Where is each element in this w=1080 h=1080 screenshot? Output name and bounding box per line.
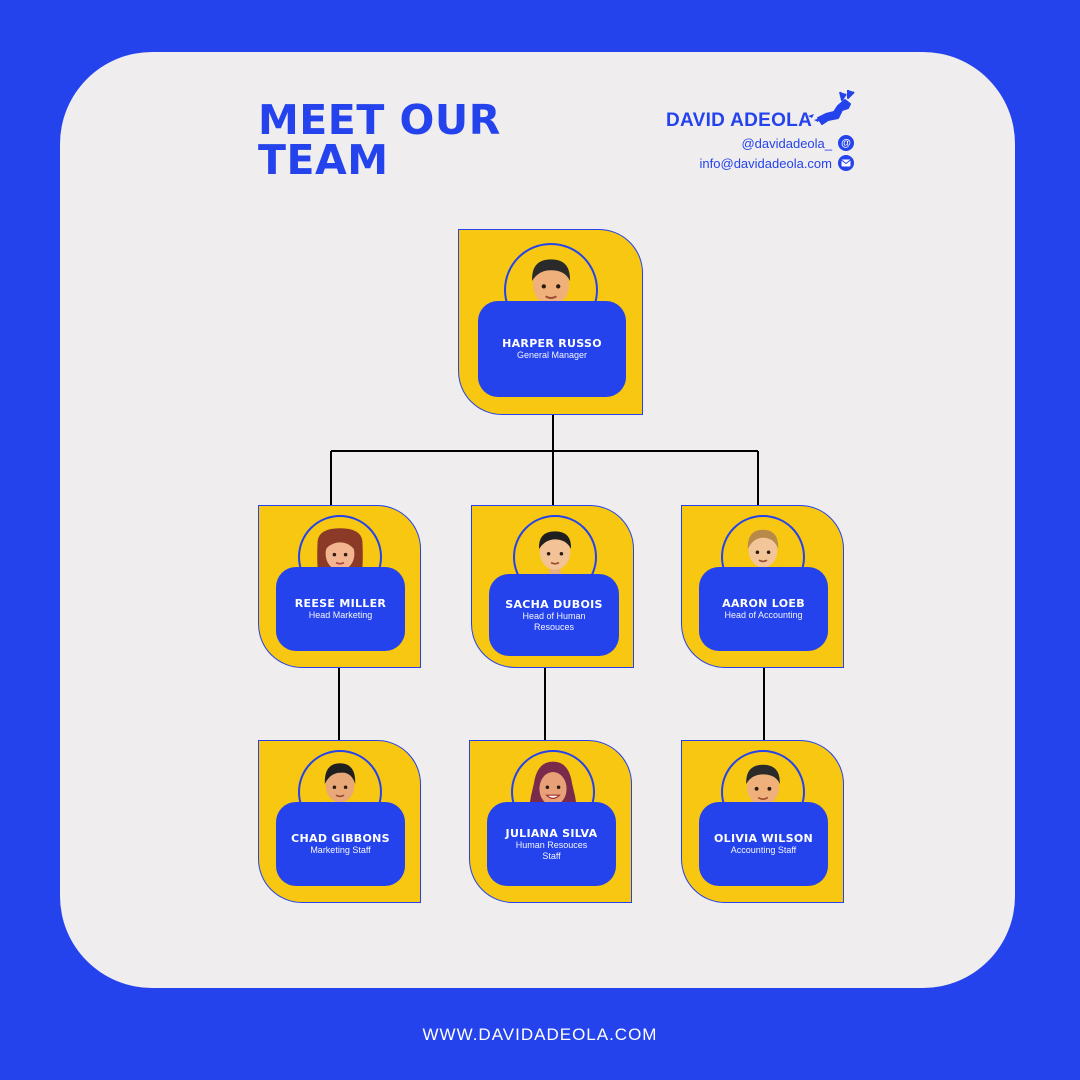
title-line-1: MEET OUR bbox=[258, 96, 501, 144]
label-head-accounting bbox=[699, 567, 828, 651]
email-text[interactable]: info@davidadeola.com bbox=[699, 155, 832, 171]
card-head-accounting bbox=[681, 505, 844, 668]
member-name: AARON LOEB bbox=[722, 597, 805, 610]
label-head-marketing bbox=[276, 567, 405, 651]
footer-website-link[interactable]: WWW.DAVIDADEOLA.COM bbox=[422, 1025, 658, 1044]
member-name: OLIVIA WILSON bbox=[713, 832, 814, 845]
label-accounting-staff bbox=[699, 802, 828, 886]
handle-text[interactable]: @davidadeola_ bbox=[741, 135, 832, 151]
member-role: General Manager bbox=[516, 350, 588, 360]
member-name: JULIANA SILVA bbox=[505, 826, 598, 840]
card-marketing-staff bbox=[258, 740, 421, 903]
member-role: Human Resouces Staff bbox=[515, 839, 588, 861]
card-accounting-staff bbox=[681, 740, 844, 903]
member-name: REESE MILLER bbox=[294, 597, 387, 610]
brand-name: DAVID ADEOLA bbox=[666, 110, 813, 131]
card-head-marketing bbox=[258, 505, 421, 668]
at-sign-icon: @ bbox=[838, 135, 854, 151]
card-head-hr bbox=[471, 505, 634, 668]
member-name: SACHA DUBOIS bbox=[505, 597, 603, 611]
member-role: Head Marketing bbox=[308, 610, 373, 620]
label-head-hr bbox=[489, 574, 619, 656]
member-role: Marketing Staff bbox=[310, 845, 371, 855]
card-hr-staff bbox=[469, 740, 632, 903]
member-role: Head of Accounting bbox=[724, 610, 803, 620]
label-general-manager bbox=[478, 301, 626, 397]
member-role: Accounting Staff bbox=[730, 845, 797, 855]
label-marketing-staff bbox=[276, 802, 405, 886]
card-general-manager bbox=[458, 229, 643, 415]
member-name: CHAD GIBBONS bbox=[291, 832, 390, 845]
label-hr-staff bbox=[487, 802, 616, 886]
title-line-2: TEAM bbox=[258, 136, 389, 184]
member-role: Head of Human Resouces bbox=[522, 610, 586, 632]
member-name: HARPER RUSSO bbox=[502, 337, 602, 350]
